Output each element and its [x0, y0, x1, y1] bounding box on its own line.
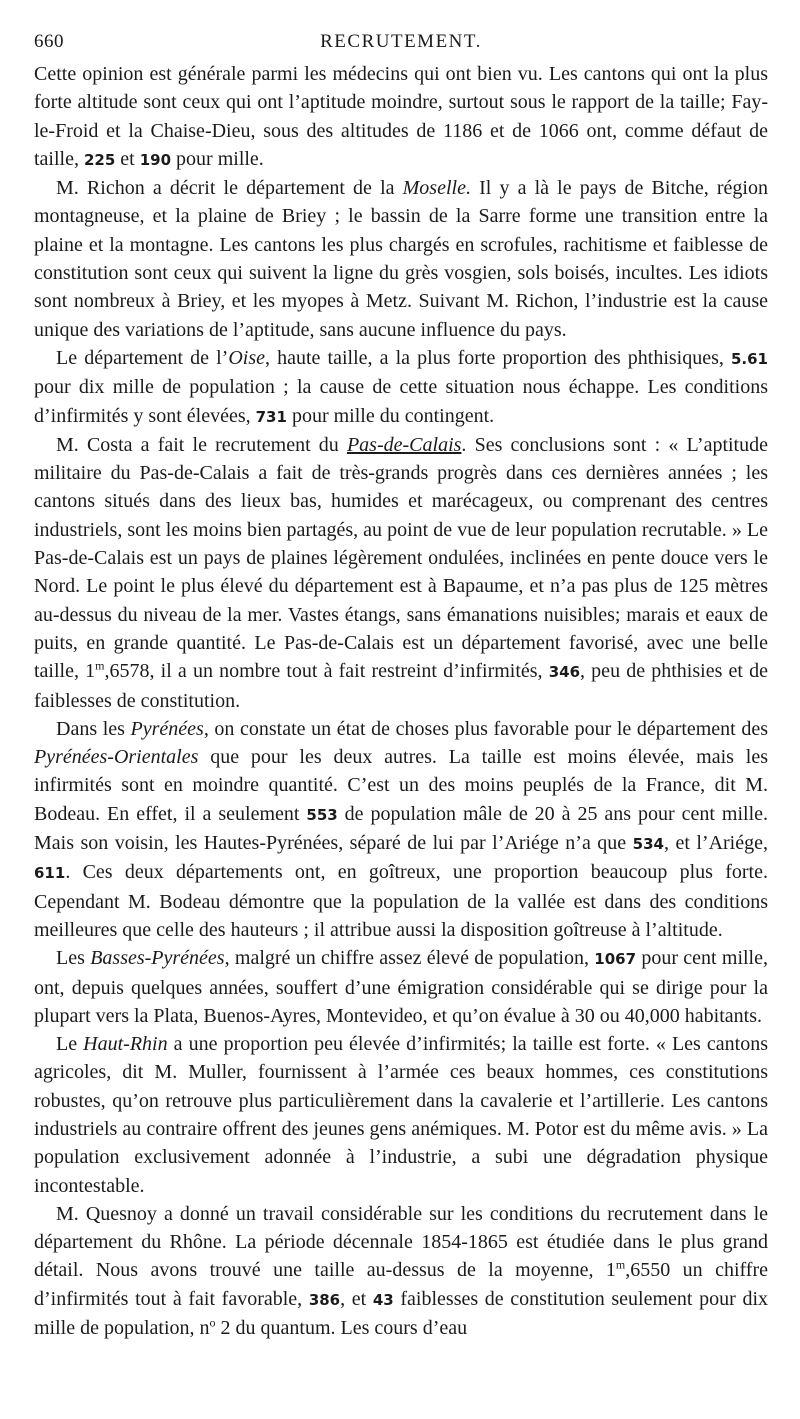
text-run: de population mâle de 20 à 25 ans pour cent mille. Mais son voisin, les Hautes-Pyrénées, séparé de lui par l’Ariége n’a que [34, 802, 768, 855]
italic-term: Pyrénées [130, 717, 204, 740]
italic-term: Haut-Rhin [83, 1033, 168, 1056]
text-run: pour mille du contingent. [286, 404, 495, 427]
bold-figure: 534 [632, 835, 664, 854]
text-run: que pour les deux autres. La taille est moins élevée, mais les infirmités sont en moindre quantité. C’est un des moins peuplés de la France, dit M. Bodeau. En effet, il a seulement [34, 746, 768, 825]
paragraph [34, 1200, 768, 1342]
text-run: pour mille. [171, 147, 264, 170]
paragraph [34, 1030, 768, 1200]
superscript: m [95, 658, 105, 673]
text-run: , peu de phthisies et de faiblesses de constitution. [34, 660, 768, 712]
bold-figure: 43 [372, 1290, 394, 1309]
bold-figure: 611 [34, 864, 66, 883]
paragraph [34, 60, 768, 174]
text-run: a une proportion peu élevée d’infirmités; la taille est forte. « Les cantons agricoles, dit M. Muller, fournissent à l’armée ces beaux hommes, ces constitutions robustes, qu’on retrouve plus particulièrement dans la cavalerie et l’artillerie. Les cantons industriels au contraire offrent des jeunes gens anémiques. M. Potor est du même avis. » La population exclusivement adonnée à l’industrie, a subi une dégradation physique incontestable. [34, 1033, 769, 1197]
text-run: . Ces deux départements ont, en goîtreux, une proportion beaucoup plus forte. Cependant M. Bodeau démontre que la population de la vallée est dans des conditions meilleures que celle des hauteurs ; il attribue aussi la disposition goîtreuse à l’altitude. [34, 861, 768, 941]
text-run: , on constate un état de choses plus favorable pour le département des [203, 717, 768, 740]
bold-figure: 553 [306, 805, 338, 824]
bold-figure: 386 [308, 1290, 341, 1309]
text-run: Le département de l’ [56, 346, 229, 369]
text-run: Dans les [56, 717, 131, 740]
text-run: ,6578, il a un nombre tout à fait restreint d’infirmités, [104, 660, 549, 683]
text-run: pour dix mille de population ; la cause de cette situation nous échappe. Les conditions d’infirmités y sont élevées, [34, 376, 768, 427]
bold-figure: 5.61 [730, 349, 768, 368]
text-run: Cette opinion est générale parmi les médecins qui ont bien vu. Les cantons qui ont la plus forte altitude sont ceux qui ont l’aptitude moindre, surtout sous le rapport de la taille; Fay-le-Froid et la Chaise-Dieu, sous des altitudes de 1186 et de 1066 ont, comme défaut de taille, [34, 63, 768, 170]
text-run: pour cent mille, ont, depuis quelques années, souffert d’une émigration considérable qui se dirige pour la plupart vers la Plata, Buenos-Ayres, Montevideo, et qu’on évalue à 30 ou 40,000 habitants. [34, 947, 768, 1027]
italic-term: Moselle. [402, 177, 471, 200]
text-run: , malgré un chiffre assez élevé de population, [224, 947, 595, 970]
running-title: RECRUTEMENT. [320, 31, 482, 52]
bold-figure: 1067 [594, 950, 637, 969]
bold-figure: 225 [83, 150, 116, 169]
text-run: M. Richon a décrit le département de la [56, 177, 403, 200]
bold-figure: 190 [139, 150, 172, 169]
book-page [34, 28, 768, 1342]
text-run: faiblesses de constitution seulement pour dix mille de population, n [34, 1287, 768, 1340]
text-run: . Ses conclusions sont : « L’aptitude militaire du Pas-de-Calais a fait de très-grands progrès dans ces dernières années ; les cantons situés dans des lieux bas, humides et marécageux, ou comprenant des centres industriels, sont les moins bien partagés, au point de vue de leur population recrutable. » Le Pas-de-Calais est un pays de plaines légèrement ondulées, inclinées en pente douce vers le Nord. Le point le plus élevé du département est à Bapaume, et n’a pas plus de 125 mètres au-dessus du niveau de la mer. Vastes étangs, sans émanations nuisibles; marais et eaux de puits, en grande quantité. Le Pas-de-Calais est un département favorisé, avec une belle taille, 1 [34, 433, 768, 683]
text-run: et [115, 147, 140, 170]
paragraph [34, 344, 768, 431]
text-run: , et l’Ariége, [663, 832, 768, 855]
text-run: Les [56, 947, 91, 970]
page-header [34, 28, 768, 54]
italic-term: Pyrénées-Orientales [34, 746, 199, 769]
paragraph [34, 174, 768, 344]
body-text [34, 60, 768, 1342]
text-run: Il y a là le pays de Bitche, région montagneuse, et la plaine de Briey ; le bassin de la Sarre forme une transition entre la plaine et la montagne. Les cantons les plus chargés en scrofules, rachitisme et faiblesse de constitution sont ceux qui suivent la ligne du grès vosgien, sols boisés, incultes. Les idiots sont nombreux à Briey, et les myopes à Metz. Suivant M. Richon, l’industrie est la cause unique des variations de l’aptitude, sans aucune influence du pays. [34, 177, 768, 341]
text-run: ,6550 un chiffre d’infirmités tout à fait favorable, [34, 1259, 768, 1310]
page-number: 660 [34, 31, 64, 52]
bold-figure: 346 [548, 663, 581, 682]
italic-term: Pas-de-Calais [346, 433, 462, 456]
italic-term: Basses-Pyrénées [90, 947, 225, 970]
text-run: Le [56, 1033, 84, 1056]
paragraph [34, 715, 768, 944]
text-run: , et [340, 1287, 373, 1310]
text-run: , haute taille, a la plus forte proportion des phthisiques, [265, 346, 731, 369]
text-run: M. Costa a fait le recrutement du [56, 433, 347, 456]
paragraph [34, 944, 768, 1030]
italic-term: Oise [228, 346, 266, 369]
superscript: m [615, 1257, 626, 1272]
bold-figure: 731 [255, 407, 287, 426]
superscript: o [209, 1315, 216, 1330]
text-run: M. Quesnoy a donné un travail considérable sur les conditions du recrutement dans le département du Rhône. La période décennale 1854-1865 est étudiée dans le plus grand détail. Nous avons trouvé une taille au-dessus de la moyenne, 1 [34, 1202, 768, 1282]
paragraph [34, 431, 768, 715]
text-run: 2 du quantum. Les cours d’eau [215, 1317, 468, 1340]
